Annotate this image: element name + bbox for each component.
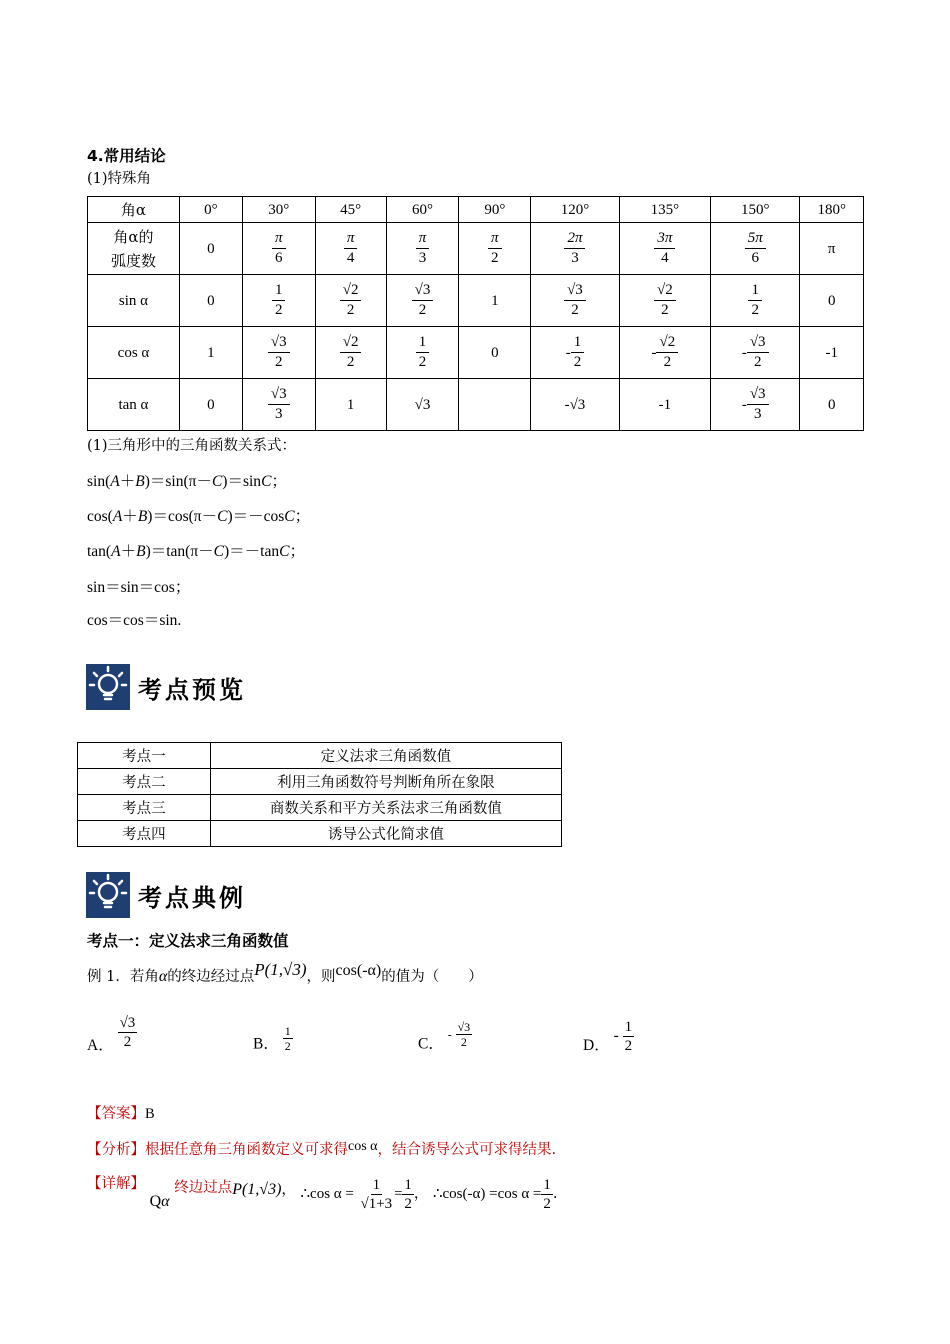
frac-num: 1 [272, 282, 286, 301]
table-cell: 考点一 [78, 743, 211, 769]
table-cell: 30° [242, 197, 315, 223]
table-cell: 150° [711, 197, 800, 223]
frac-den: 2 [624, 1038, 633, 1054]
table-cell [531, 223, 619, 275]
banner-title: 考点预览 [138, 675, 246, 704]
detail-text: ， [281, 1182, 296, 1198]
frac-num: √3 [747, 386, 769, 405]
formula-part: )＝－tan [224, 543, 280, 560]
table-row-sin [88, 275, 864, 327]
example-question [87, 960, 483, 986]
detail-math: ∴cos(-α) =cos α = [432, 1186, 542, 1202]
minus-sign: - [651, 344, 657, 361]
table-cell [242, 327, 315, 379]
detail-math: . [552, 1186, 558, 1202]
analysis-text: 根据任意角三角函数定义可求得 [145, 1142, 348, 1158]
table-cell: 0 [459, 327, 531, 379]
table-cell: sin α [88, 275, 180, 327]
formula-part: ； [294, 508, 311, 525]
table-row [78, 769, 562, 795]
example-section-title: 考点一：定义法求三角函数值 [87, 932, 289, 950]
table-cell: -√3 [531, 379, 619, 431]
table-cell: 0 [179, 379, 242, 431]
frac-num: π [416, 230, 430, 249]
minus-sign: - [565, 344, 571, 361]
frac-num: √3 [268, 386, 290, 405]
formula-var: C [211, 473, 223, 490]
frac-den: 2 [573, 354, 582, 370]
formula-sin [87, 469, 287, 491]
detail-math: ∴cos α = [300, 1186, 354, 1202]
cos-expr: cos(-α) [335, 962, 382, 979]
answer-value: B [145, 1106, 155, 1122]
table-cell: 45° [315, 197, 386, 223]
table-cell: √3 [386, 379, 459, 431]
frac-den: √1+3 [360, 1195, 393, 1212]
frac-den: 3 [571, 250, 579, 266]
option-c[interactable] [418, 1020, 472, 1053]
frac-num: √2 [340, 282, 362, 301]
table-cell: 考点三 [78, 795, 211, 821]
frac-num: 1 [284, 1024, 291, 1038]
frac-den: 2 [753, 354, 762, 370]
frac-num: √3 [119, 1015, 136, 1031]
table-cell [459, 379, 531, 431]
formula-var: C [213, 543, 224, 560]
frac-num: 1 [543, 1176, 551, 1193]
formula-var: C [261, 473, 272, 490]
table-cell [386, 275, 459, 327]
option-label: D． [583, 1037, 610, 1055]
table-cell: 利用三角函数符号判断角所在象限 [210, 769, 561, 795]
table-cell: 考点二 [78, 769, 211, 795]
frac-den: 2 [274, 354, 283, 370]
special-angle-table [87, 196, 864, 431]
formula-part: tan( [87, 543, 112, 560]
frac-den: 2 [418, 354, 427, 370]
question-text: 的值为（ ） [381, 969, 483, 985]
option-label: B． [253, 1035, 279, 1053]
table-cell: 120° [531, 197, 619, 223]
answer-tag: 【答案】 [87, 1106, 145, 1122]
frac-num: √3 [412, 282, 434, 301]
table-cell: 诱导公式化简求值 [210, 821, 561, 847]
frac-num: 1 [748, 282, 762, 301]
therefore-q: Q [149, 1193, 162, 1210]
formula-var: C [284, 508, 295, 525]
formula-cos [87, 504, 310, 526]
formula-tan [87, 539, 305, 561]
formula-part: cos( [87, 508, 113, 525]
table-cell: 1 [459, 275, 531, 327]
detail-tag: 【详解】 [87, 1176, 145, 1192]
frac-num: 1 [404, 1176, 412, 1193]
detail-line [87, 1172, 558, 1213]
table-row-cos [88, 327, 864, 379]
banner-examples [86, 872, 346, 922]
table-cell: 0 [800, 379, 864, 431]
table-cell [315, 327, 386, 379]
cos-alpha: cos α [348, 1139, 378, 1154]
formula-part: ＋ [120, 543, 137, 560]
lightbulb-icon [86, 664, 130, 710]
table-header-row [88, 197, 864, 223]
table-cell: cos α [88, 327, 180, 379]
table-cell [619, 223, 710, 275]
table-cell [386, 327, 459, 379]
table-cell: -1 [619, 379, 710, 431]
option-label: A． [87, 1037, 114, 1055]
analysis-line [87, 1138, 556, 1159]
table-cell [711, 327, 800, 379]
formula-half-cos: cos＝cos＝sin. [87, 612, 182, 629]
formula-var: A [112, 508, 123, 525]
frac-num: π [272, 230, 286, 249]
table-row-radian [88, 223, 864, 275]
table-cell [315, 223, 386, 275]
row-label: 弧度数 [110, 251, 156, 270]
formula-var: A [111, 543, 121, 560]
formula-var: C [217, 508, 228, 525]
question-text: 的终边经过点 [167, 969, 255, 985]
formula-part: ＋ [122, 508, 138, 525]
table-cell: 0° [179, 197, 242, 223]
formula-var: C [279, 543, 290, 560]
table-cell: 90° [459, 197, 531, 223]
frac-num: 1 [624, 1019, 633, 1035]
frac-den: 3 [753, 406, 762, 422]
table-cell: 180° [800, 197, 864, 223]
option-label: C． [418, 1035, 444, 1053]
frac-den: 2 [663, 354, 672, 370]
minus-sign: - [741, 396, 747, 413]
point-expr: P(1,√3) [254, 960, 307, 979]
option-d[interactable] [583, 1018, 634, 1055]
table-cell: 60° [386, 197, 459, 223]
frac-den: 2 [274, 302, 283, 318]
table-cell: 135° [619, 197, 710, 223]
table-cell: 商数关系和平方关系法求三角函数值 [210, 795, 561, 821]
table-cell: π [800, 223, 864, 275]
table-cell: -1 [800, 327, 864, 379]
formula-var: A [110, 473, 120, 490]
formula-var: B [136, 543, 146, 560]
table-cell: 考点四 [78, 821, 211, 847]
frac-num: √3 [457, 1020, 471, 1034]
alpha-symbol: α [158, 968, 168, 985]
banner-preview [86, 664, 346, 714]
formula-part: ； [289, 543, 305, 560]
table-cell [386, 223, 459, 275]
table-cell: 定义法求三角函数值 [210, 743, 561, 769]
banner-title: 考点典例 [138, 883, 246, 912]
frac-den: 2 [460, 1035, 467, 1050]
frac-num: √3 [747, 334, 769, 353]
lightbulb-icon [86, 872, 130, 918]
table-row [78, 795, 562, 821]
subheading: (1)特殊角 [87, 171, 152, 187]
table-cell [531, 327, 619, 379]
table-cell [88, 223, 180, 275]
table-cell: 角α [88, 197, 180, 223]
frac-num: √3 [564, 282, 586, 301]
minus-sign: - [613, 1027, 619, 1045]
formula-var: B [137, 508, 148, 525]
frac-den: 6 [274, 250, 283, 266]
frac-den: 2 [751, 302, 759, 318]
section-heading: 4.常用结论 [87, 147, 166, 165]
frac-den: 2 [346, 354, 355, 370]
table-cell [711, 379, 800, 431]
frac-den: 3 [418, 250, 427, 266]
frac-den: 2 [284, 1039, 291, 1054]
detail-math: = [394, 1186, 403, 1202]
question-text: 例 1．若角 [87, 969, 159, 985]
frac-den: 2 [346, 302, 355, 318]
frac-num: 1 [416, 334, 430, 353]
answer-line [87, 1102, 155, 1123]
table-cell: 0 [179, 223, 242, 275]
table-row [78, 821, 562, 847]
analysis-text: ，结合诱导公式可求得结果. [377, 1142, 557, 1158]
frac-den: 2 [491, 250, 499, 266]
minus-sign: - [447, 1027, 452, 1042]
table-cell [315, 275, 386, 327]
table-cell [242, 275, 315, 327]
frac-num: 3π [654, 230, 675, 249]
frac-den: 4 [346, 250, 355, 266]
table-cell [531, 275, 619, 327]
table-cell: tan α [88, 379, 180, 431]
frac-den: 2 [404, 1195, 412, 1212]
table-cell [242, 379, 315, 431]
table-cell: 1 [315, 379, 386, 431]
frac-den: 2 [661, 302, 669, 318]
table-cell [619, 275, 710, 327]
minus-sign: - [741, 344, 747, 361]
row-label: 角α的 [113, 227, 154, 246]
detail-text: 终边过点 [174, 1180, 233, 1196]
frac-den: 2 [571, 302, 579, 318]
option-b[interactable] [253, 1024, 293, 1054]
triangle-title: (1)三角形中的三角函数关系式： [87, 438, 297, 454]
frac-num: 5π [745, 230, 766, 249]
point-expr: P(1,√3) [232, 1181, 282, 1198]
frac-num: π [344, 230, 358, 249]
formula-part: )＝－cos [227, 508, 285, 525]
frac-den: 2 [123, 1034, 132, 1050]
alpha-symbol: α [161, 1193, 170, 1210]
formula-part: )＝sin(π－ [144, 473, 212, 490]
frac-den: 2 [418, 302, 427, 318]
frac-den: 3 [274, 406, 283, 422]
frac-num: 1 [571, 334, 585, 353]
question-text: ，则 [306, 969, 336, 985]
formula-part: )＝sin [222, 473, 262, 490]
formula-part: sin( [87, 473, 111, 490]
table-row-tan [88, 379, 864, 431]
frac-num: π [488, 230, 502, 249]
frac-num: √2 [654, 282, 676, 301]
table-cell: 0 [179, 275, 242, 327]
formula-part: )＝tan(π－ [145, 543, 214, 560]
frac-num: 1 [372, 1176, 381, 1193]
frac-den: 2 [543, 1195, 551, 1212]
frac-den: 6 [751, 250, 759, 266]
table-cell [711, 275, 800, 327]
frac-den: 4 [661, 250, 669, 266]
frac-num: √2 [340, 334, 362, 353]
formula-var: B [135, 473, 145, 490]
frac-num: √3 [268, 334, 290, 353]
formula-part: )＝cos(π－ [147, 508, 218, 525]
frac-num: 2π [564, 230, 585, 249]
formula-part: ； [271, 473, 287, 490]
table-row [78, 743, 562, 769]
table-cell [459, 223, 531, 275]
formula-half-sin: sin＝sin＝cos； [87, 579, 191, 596]
analysis-tag: 【分析】 [87, 1142, 145, 1158]
detail-text: ， [413, 1186, 429, 1202]
table-cell: 0 [800, 275, 864, 327]
table-cell [619, 327, 710, 379]
option-a[interactable] [87, 1014, 137, 1055]
formula-part: ＋ [119, 473, 136, 490]
frac-num: √2 [656, 334, 678, 353]
table-cell [711, 223, 800, 275]
table-cell [242, 223, 315, 275]
table-cell: 1 [179, 327, 242, 379]
kaodian-table [77, 742, 562, 847]
